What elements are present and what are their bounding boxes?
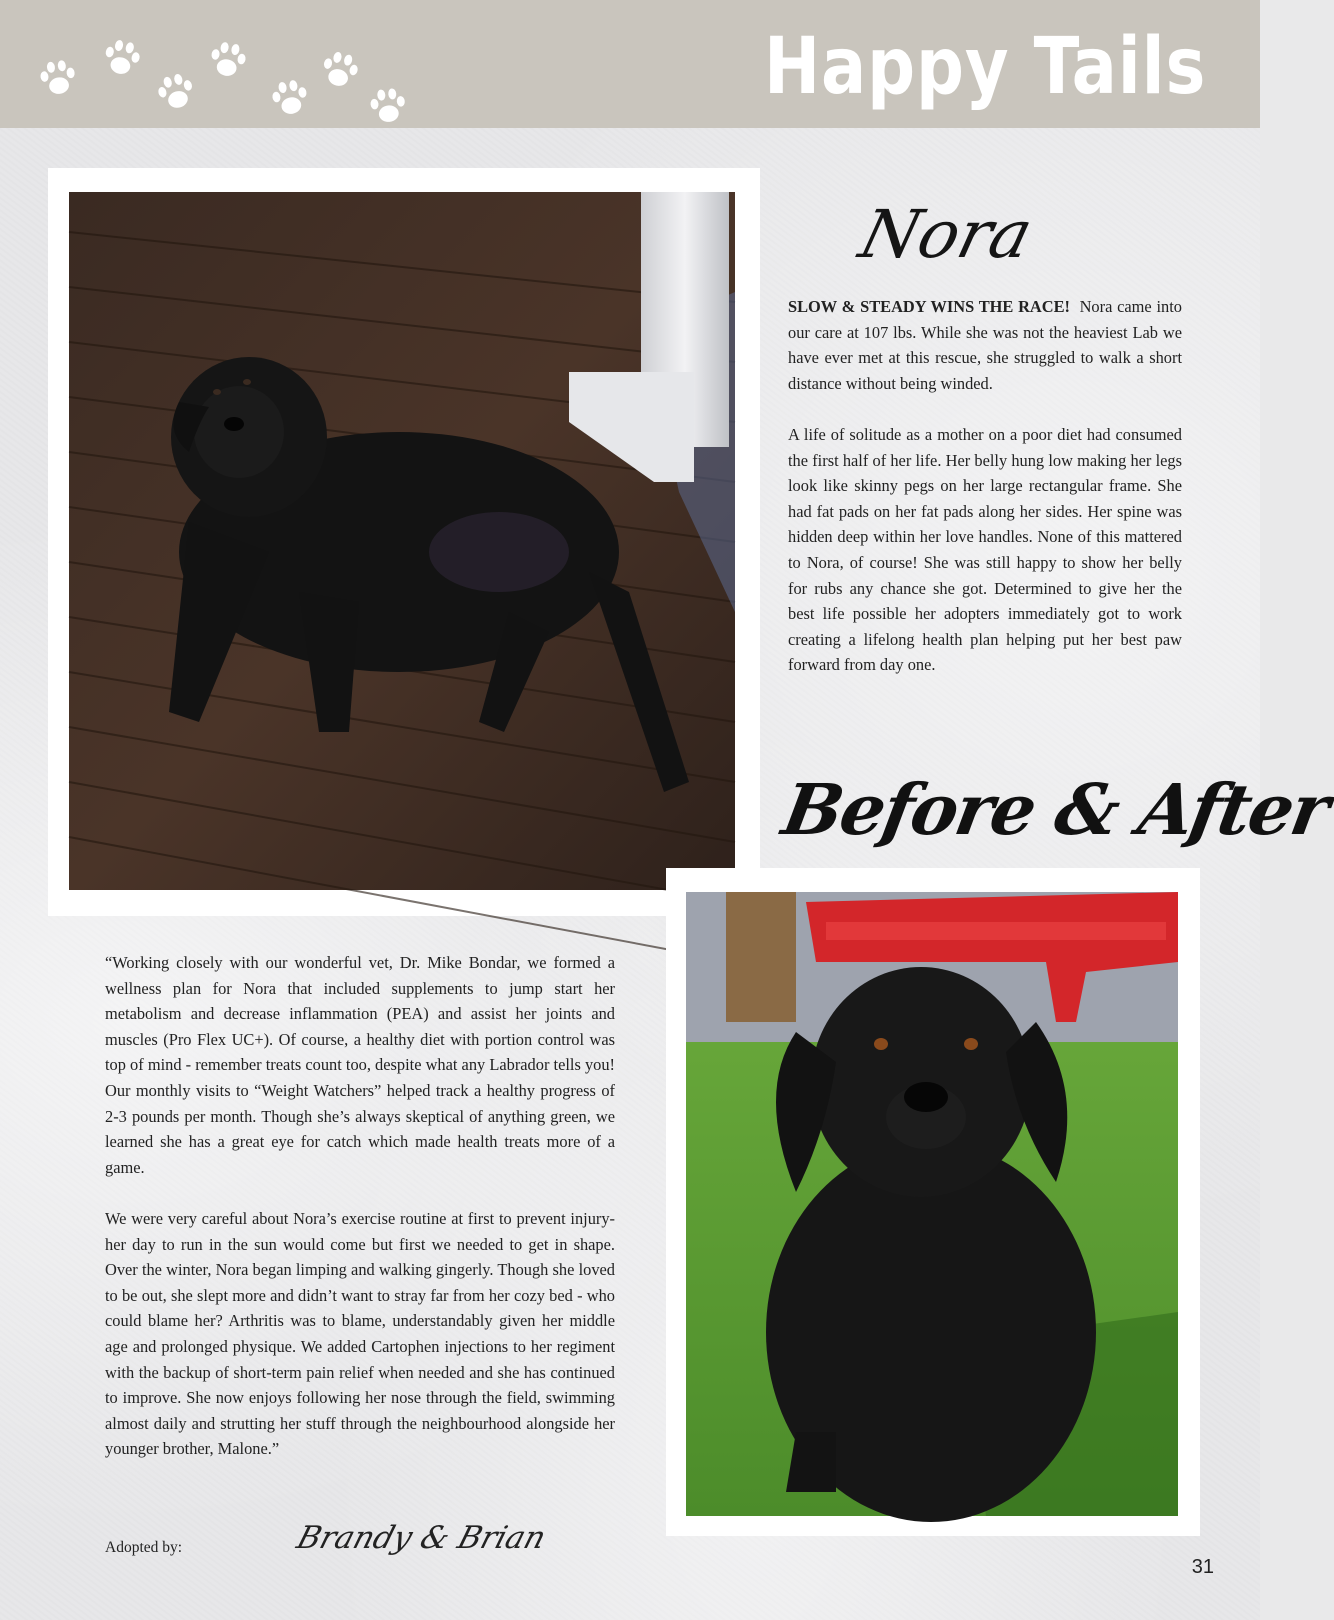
paw-print-icon (149, 65, 203, 119)
paw-print-icon (33, 53, 83, 103)
quote-text (105, 950, 615, 1462)
section-title: Before & After (776, 768, 1334, 851)
page-number: 31 (1191, 1556, 1214, 1578)
adopted-by-label: Adopted by: (105, 1539, 183, 1556)
lead-phrase: SLOW & STEADY WINS THE RACE! (788, 297, 1070, 316)
page-title: Happy Tails (763, 22, 1206, 112)
paw-print-icon (96, 32, 148, 84)
paw-print-icon (364, 82, 412, 130)
quote-paragraph-1: “Working closely with our wonderful vet, Dr. Mike Bondar, we formed a wellness plan for Nora that included supplements to jump start her metabolism and decrease inflammation (PEA) and assist her joints and muscles (Pro Flex UC+). Of course, a healthy diet with portion control was top of mind - remember treats count too, despite what any Labrador tells you! Our monthly visits to “Weight Watchers” helped track a healthy progress of 2-3 pounds per month. Though she’s always skeptical of anything green, we learned she has a great eye for catch which made health treats more of a game. (105, 953, 615, 1177)
before-photo (69, 192, 735, 890)
adopters-signature: Brandy & Brian (292, 1520, 550, 1556)
after-photo (686, 892, 1178, 1516)
quote-paragraph-2: We were very careful about Nora’s exercise routine at first to prevent injury-her day to run in the sun would come but first we needed to get in shape. Over the winter, Nora began limping and walking gingerly. Though she loved to be out, she slept more and didn’t want to stray far from her cozy bed - who could blame her? Arthritis was to blame, understandably given her middle age and prolonged physique. We added Cartophen injections to her regiment with the backup of short-term pain relief when needed and she has continued to improve. She now enjoys following her nose through the field, swimming almost daily and strutting her stuff through the neighbourhood alongside her younger brother, Malone.” (105, 1208, 615, 1459)
paw-print-icon (203, 35, 254, 86)
page-header (0, 0, 1260, 128)
intro-paragraph (788, 294, 1182, 396)
dog-name-heading: Nora (852, 196, 1040, 273)
intro-body: Nora came into our care at 107 lbs. While she was not the heaviest Lab we have ever met at this rescue, she struggled to walk a short distance without being winded. (788, 297, 1182, 393)
paw-print-icon (313, 43, 366, 96)
story-paragraph: A life of solitude as a mother on a poor diet had consumed the first half of her life. Her belly hung low making her legs look like skinny pegs on her large rectangular frame. She had fat pads on her fat pads along her sides. Her spine was hidden deep within her love handles. None of this mattered to Nora, of course! She was still happy to show her belly for rubs any chance she got. Determined to give her the best life possible her adopters immediately got to work creating a lifelong health plan helping put her best paw forward from day one. (788, 424, 1182, 675)
intro-text (788, 294, 1182, 704)
paw-print-icon (265, 73, 316, 124)
